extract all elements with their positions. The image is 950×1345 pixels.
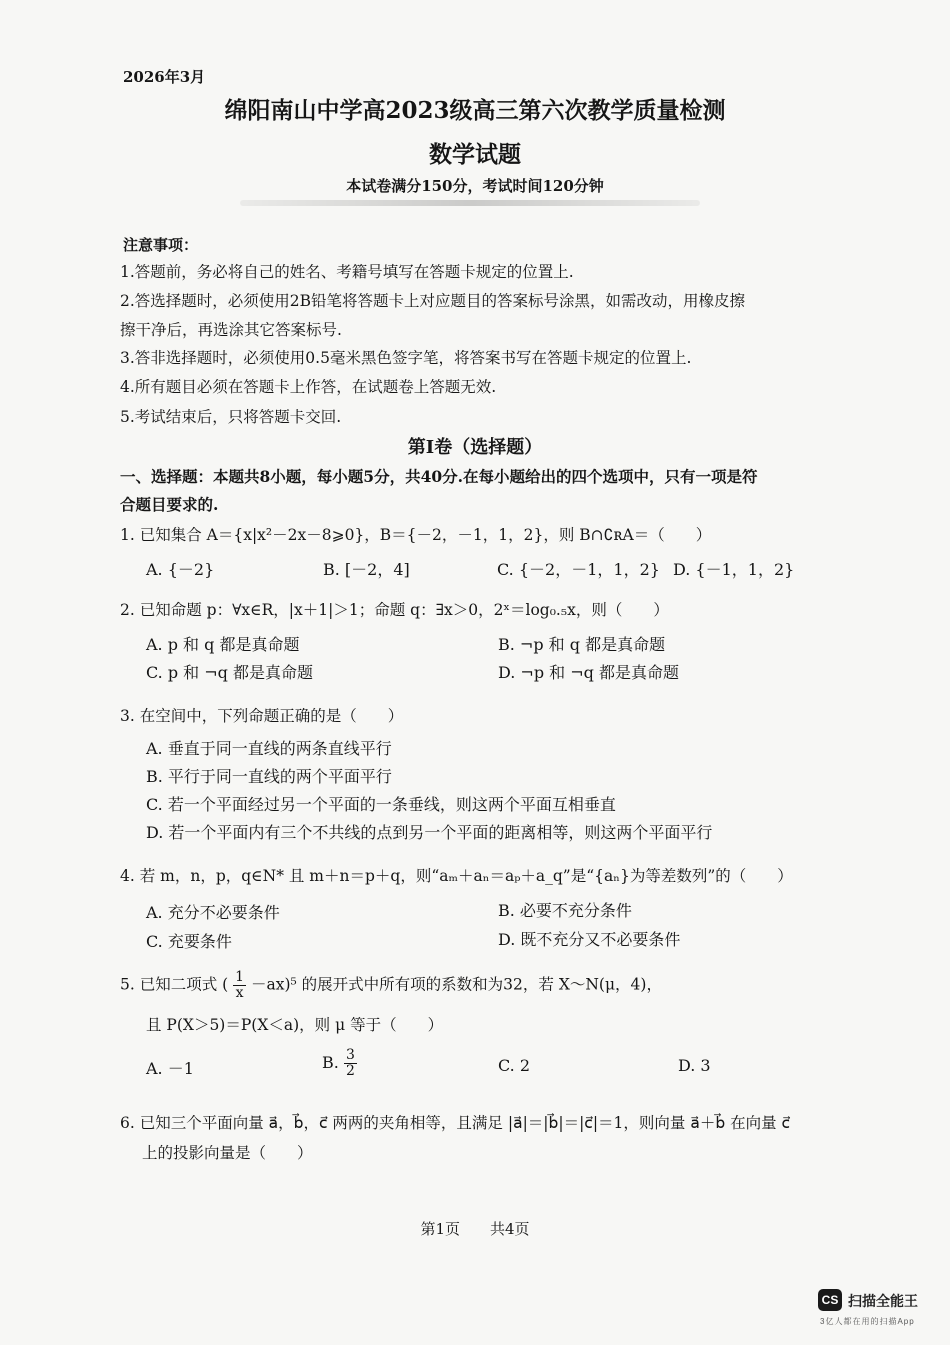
question-5-option-b-num: 3 (345, 1047, 355, 1063)
question-2-stem: 2. 已知命题 p：∀x∈R，|x＋1|＞1；命题 q：∃x＞0，2ˣ＝log₀.₅x，则（ ） (120, 601, 669, 619)
question-5-stem-pre: 5. 已知二项式 ( (120, 975, 229, 994)
question-4-option-c: C. 充要条件 (146, 932, 232, 951)
question-3-option-c: C. 若一个平面经过另一个平面的一条垂线，则这两个平面互相垂直 (146, 795, 616, 814)
watermark-app-name: 扫描全能王 (848, 1293, 918, 1309)
notice-item: 3.答非选择题时，必须使用0.5毫米黑色签字笔，将答案书写在答题卡规定的位置上. (120, 349, 692, 367)
notice-item: 4.所有题目必须在答题卡上作答，在试题卷上答题无效. (120, 378, 497, 396)
section-instruction: 一、选择题：本题共8小题，每小题5分，共40分.在每小题给出的四个选项中，只有一项是符 (120, 467, 758, 486)
question-3-option-a: A. 垂直于同一直线的两条直线平行 (146, 739, 392, 758)
question-2-option-b: B. ¬p 和 q 都是真命题 (498, 635, 666, 654)
question-2-option-a: A. p 和 q 都是真命题 (146, 635, 300, 654)
question-2-option-c: C. p 和 ¬q 都是真命题 (146, 663, 313, 682)
question-5-fraction-den: x (235, 985, 244, 1001)
exam-title: 绵阳南山中学高2023级高三第六次教学质量检测 (224, 97, 726, 124)
question-1-option-d: D. {－1，1，2} (673, 560, 795, 579)
notice-item: 擦干净后，再选涂其它答案标号. (120, 321, 342, 339)
question-4-option-a: A. 充分不必要条件 (146, 903, 280, 922)
question-3-option-b: B. 平行于同一直线的两个平面平行 (146, 767, 392, 786)
question-6-stem-cont: 上的投影向量是（ ） (142, 1144, 313, 1162)
question-4-stem: 4. 若 m，n，p，q∈N* 且 m＋n＝p＋q，则“aₘ＋aₙ＝aₚ＋a_q”是“{aₙ}为等差数列”的（ ） (120, 867, 793, 885)
question-1-option-b: B. [－2，4] (323, 560, 410, 579)
question-5-fraction-num: 1 (235, 969, 245, 985)
notice-item: 2.答选择题时，必须使用2B铅笔将答题卡上对应题目的答案标号涂黑，如需改动，用橡皮擦 (120, 292, 746, 310)
question-5-fraction (233, 970, 246, 1001)
question-3-stem: 3. 在空间中，下列命题正确的是（ ） (120, 707, 404, 725)
scan-smudge (240, 200, 700, 206)
question-5-stem-cont: 且 P(X＞5)＝P(X＜a)，则 μ 等于（ ） (146, 1016, 444, 1034)
question-5-option-c: C. 2 (498, 1056, 531, 1075)
question-1-stem: 1. 已知集合 A＝{x|x²－2x－8⩾0}，B＝{－2，－1，1，2}，则 B∩∁ʀA＝（ ） (120, 526, 712, 544)
question-1-option-c: C. {－2，－1，1，2} (497, 560, 660, 579)
notice-heading: 注意事项： (123, 236, 199, 254)
question-5-option-b-label: B. (322, 1053, 339, 1072)
question-5-stem (120, 970, 662, 1001)
question-4-option-d: D. 既不充分又不必要条件 (498, 930, 681, 949)
question-5-option-b (322, 1048, 357, 1079)
question-5-option-a: A. －1 (146, 1059, 194, 1078)
question-1-option-a: A. {－2} (146, 560, 215, 579)
question-6-stem: 6. 已知三个平面向量 a⃗，b⃗，c⃗ 两两的夹角相等，且满足 |a⃗|＝|b⃗|＝|c⃗|＝1，则向量 a⃗＋b⃗ 在向量 c⃗ (120, 1114, 791, 1132)
question-2-option-d: D. ¬p 和 ¬q 都是真命题 (498, 663, 679, 682)
question-5-option-b-den: 2 (345, 1063, 355, 1079)
question-5-option-b-fraction (344, 1048, 357, 1079)
question-3-option-d: D. 若一个平面内有三个不共线的点到另一个平面的距离相等，则这两个平面平行 (146, 823, 713, 842)
scanner-watermark (818, 1289, 928, 1329)
exam-date: 2026年3月 (123, 68, 206, 86)
question-5-option-d: D. 3 (678, 1056, 711, 1075)
section-instruction-cont: 合题目要求的. (120, 495, 219, 514)
exam-info: 本试卷满分150分，考试时间120分钟 (346, 177, 604, 195)
notice-item: 1.答题前，务必将自己的姓名、考籍号填写在答题卡规定的位置上. (120, 263, 574, 281)
section-heading: 第Ⅰ卷（选择题） (407, 437, 543, 458)
exam-subject: 数学试题 (429, 141, 521, 168)
notice-item: 5.考试结束后，只将答题卡交回. (120, 408, 342, 426)
watermark-tagline: 3亿人都在用的扫描App (820, 1317, 915, 1326)
camscanner-logo-icon: CS (818, 1289, 842, 1311)
page-footer: 第1页 共4页 (420, 1220, 530, 1238)
question-4-option-b: B. 必要不充分条件 (498, 901, 632, 920)
question-5-stem-post: －ax)⁵ 的展开式中所有项的系数和为32，若 X～N(μ，4)， (251, 975, 662, 994)
